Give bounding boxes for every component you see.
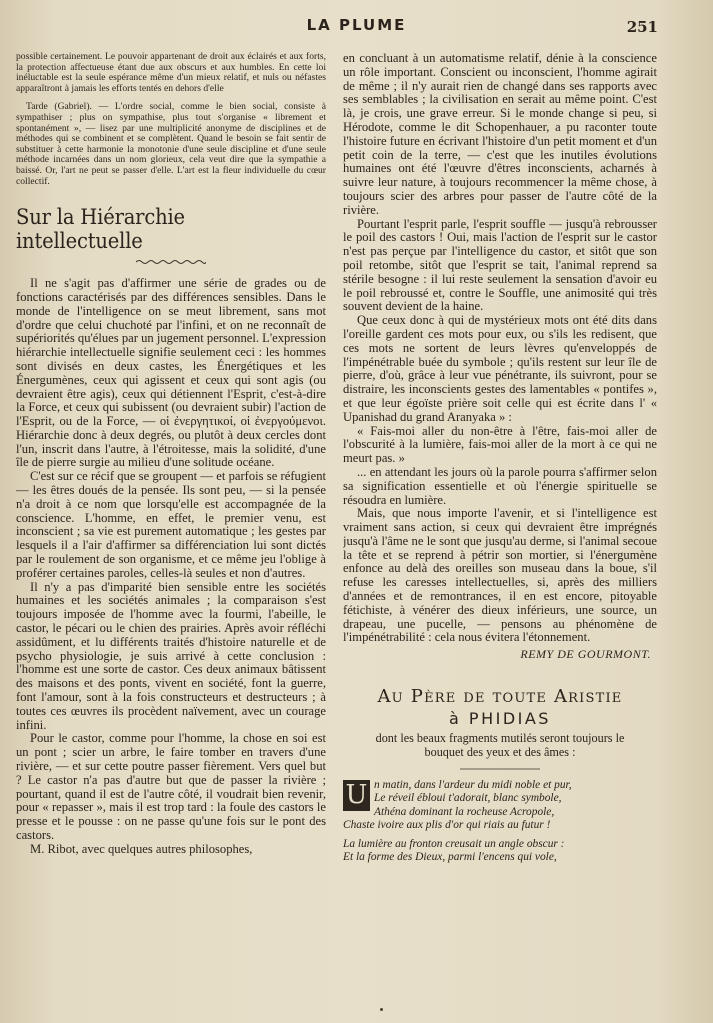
upanishad-quote: « Fais-moi aller du non-être à l'être, fais-moi aller de l'obscurité à la lumière, fais-moi aller de la mort à ce qui ne meurt pas. » bbox=[343, 423, 657, 466]
paragraph-1: Il ne s'agit pas d'affirmer une série de grades ou de fonctions caractérisés par des différences sensibles. Dans le monde de l'intelligence on se meut librement, sans mot d'ordre que celui chuchoté par l'infini, et on ne reconnaît de supériorités qu'élues par un jugement personnel. L'expression hiérarchie intellectuelle signifie seulement ceci : les hommes sont divisés en deux castes, les Énergétiques et les Énergumènes, ceux qui agissent et ceux qui sont agis (ou devraient être agis), ceux qui détiennent l'Esprit, c'est-à-dire la Force, et ceux qui subissent (ou devraient subir) l'action de l'Esprit, ou de la Force, — οἱ ἐνεργητικοί, οἱ ἐνεργούμενοι. Hiérarchie donc à deux degrés, ou plutôt à deux cercles dont l'un, inscrit dans l'autre, à l'étroitesse, mais la solidité, d'une île de pierre surgie au milieu d'une solitude océane. bbox=[16, 276, 326, 470]
paragraph-6: en concluant à un automatisme relatif, dénie à la conscience un rôle important. Conscient ou inconscient, l'homme agirait de même ; il n'y aurait rien de changé dans ses rapports avec ses semblables ; la civilisation en serait au même point. C'est là, je crois, une grave erreur. Si le monde change si peu, si Hérodote, comme le dit Schopenhauer, a pu raconter toute l'histoire future en écrivant l'histoire d'un petit moment et d'un petit coin de la terre, — c'est que les inutiles évolutions humaines ont été l'œuvre d'êtres inconscients, acharnés à suivre leur nature, à toujours recommencer la même chose, à toujours scier des arbres pour passer de l'autre côté de la rivière. bbox=[343, 52, 657, 217]
poem-stanza-2 bbox=[343, 838, 657, 864]
verse-line: Le réveil ébloui t'adorait, blanc symbole, bbox=[374, 792, 562, 805]
paragraph-4: Pour le castor, comme pour l'homme, la chose en soi est un pont ; scier un arbre, le faire tomber en travers d'une rivière, — et sur cette poutre passer fièrement. Vers quel but ? Le castor n'a pas d'autre but que de passer la rivière ; pourtant, quand il est de l'autre côté, il voudrait bien revenir, pour « repasser », mais il est trop tard : la foule des castors le presse et le pousse : on ne passe qu'une fois sur le pont des castors. bbox=[16, 731, 326, 842]
print-speck bbox=[380, 1008, 383, 1011]
journal-title: LA PLUME bbox=[306, 16, 407, 34]
verse-line: La lumière au fronton creusait un angle obscur : bbox=[343, 838, 565, 851]
paragraph-7: Pourtant l'esprit parle, l'esprit souffle — jusqu'à rebrousser le poil des castors ! Oui, mais l'action de l'esprit sur le castor n'est pas perçue par l'intelligence du castor, et sitôt que son poil retombe, sitôt que l'esprit se tait, l'animal reprend sa stérile besogne : il lui reste seulement la sensation d'avoir eu le poil rebroussé et, contre le Souffle, une animosité qui très souvent devient de la haine. bbox=[343, 216, 657, 314]
paragraph-3: Il n'y a pas d'imparité bien sensible entre les sociétés humaines et les sociétés animales ; la comparaison s'est toujours imposée de l'homme avec la fourmi, l'abeille, le castor, le pécari ou le chien des prairies. Après avoir réfléchi assidûment, et lu différents traités d'histoire naturelle et de psycho physiologie, je suis arrivé à cette conclusion : l'homme est une sorte de castor. Ces deux animaux bâtissent des maisons et des ponts, vivent en société, font la guerre, font l'amour, sont à la fois constructeurs et destructeurs ; à toutes ces œuvres ils procèdent naïvement, avec un courage infini. bbox=[16, 579, 326, 732]
previous-article-end: possible certainement. Le pouvoir appartenant de droit aux éclairés et aux forts, la protection affectueuse étant due aux obscurs et aux humbles. En cette loi inéluctable est la seule espérance même d'un mieux relatif, et nuls ou néfastes apparaîtront à jamais les efforts tentés en dehors d'elle bbox=[16, 52, 326, 94]
title-ornament bbox=[136, 259, 206, 265]
verse-line: Et la forme des Dieux, parmi l'encens qui vole, bbox=[343, 851, 557, 864]
running-head bbox=[0, 14, 713, 40]
page-number: 251 bbox=[626, 18, 658, 36]
author-signature: REMY DE GOURMONT. bbox=[520, 647, 651, 662]
closing-paragraph: Mais, que nous importe l'avenir, et si l'intelligence est vraiment sans action, si ceux qui devraient être imprégnés jusqu'à l'âme ne le sont que jusqu'au derme, si l'animal secoue la tête et se reprend à pétrir son mortier, si l'énergumène enfonce au delà des oreilles son museau dans la boue, s'il refuse les caresses intellectuelles, si, après des milliers d'années et de remontrances, il en est encore, pitoyable fétichiste, à vénérer des dieux inférieurs, une source, un drapeau, une pucelle, — pensons au phénomène de l'impénétrabilité : cela nous évitera l'étonnement. bbox=[343, 506, 657, 645]
verse-line: Athéna dominant la rocheuse Acropole, bbox=[374, 805, 555, 818]
quote-continuation: ... en attendant les jours où la parole pourra s'affirmer selon sa signification essentielle et où l'énergie spirituelle se résoudra en lumière. bbox=[343, 464, 657, 507]
poem-subtitle: à PHIDIAS bbox=[449, 709, 551, 729]
poem-title: Au Père de toute Aristie bbox=[377, 686, 623, 708]
separator-ornament bbox=[460, 767, 540, 771]
verse-line: n matin, dans l'ardeur du midi noble et pur, bbox=[374, 779, 572, 792]
poem-stanza-1 bbox=[343, 779, 657, 832]
left-column bbox=[16, 52, 326, 857]
article-title: Sur la Hiérarchie intellectuelle bbox=[16, 205, 185, 254]
right-column bbox=[343, 52, 657, 864]
dropcap-letter: U bbox=[343, 780, 370, 811]
paragraph-5: M. Ribot, avec quelques autres philosophes, bbox=[30, 841, 253, 856]
verse-line: Chaste ivoire aux plis d'or qui riais au futur ! bbox=[343, 818, 551, 831]
paragraph-8: Que ceux donc à qui de mystérieux mots ont été dits dans l'oreille gardent ces mots pour eux, ou s'ils les redisent, que ces mots ne sortent de leurs lèvres qu'enveloppés de l'impénétrable buée du symbole ; qu'ils restent sur leur île de pierre, d'où, grâce à leur vue pénétrante, ils suivront, pour se distraire, les inconscients gestes des lamentables « pontifes », et que leur égoïste prière soit celle qui est écrite dans l' « Upanishad du grand Aranyaka » : bbox=[343, 313, 657, 424]
paragraph-2: C'est sur ce récif que se groupent — et parfois se réfugient — les êtres doués de la pensée. Ils sont peu, — si la pensée n'a droit à ce nom que lorsqu'elle est accompagnée de la conscience. L'homme, en effet, le premier venu, est inconscient ; sa vie est purement automatique ; les gestes par lesquels il a l'air d'affirmer sa différenciation lui sont dictés par le roulement de son organisme, et ce même jeu l'oblige à proférer certaines paroles, celles-là seules et non d'autres. bbox=[16, 469, 326, 580]
poem-dedication: dont les beaux fragments mutilés seront toujours le bouquet des yeux et des âmes : bbox=[375, 731, 625, 759]
previous-article-tarde: Tarde (Gabriel). — L'ordre social, comme le bien social, consiste à sympathiser ; plus on sympathise, plus tout s'organise « librement et spontanément », — lisez par une multiplicité anonyme de disciplines et de méthodes qui se combinent et se complètent. Quand le besoin se fait sentir de substituer à cette harmonie la monotonie d'une seule discipline et d'une seule méthode incarnées dans un nom glorieux, cela veut dire que la sympathie a baissé. Or, l'art ne peut se passer d'elle. L'art est la fleur individuelle du cœur collectif. bbox=[16, 101, 326, 187]
